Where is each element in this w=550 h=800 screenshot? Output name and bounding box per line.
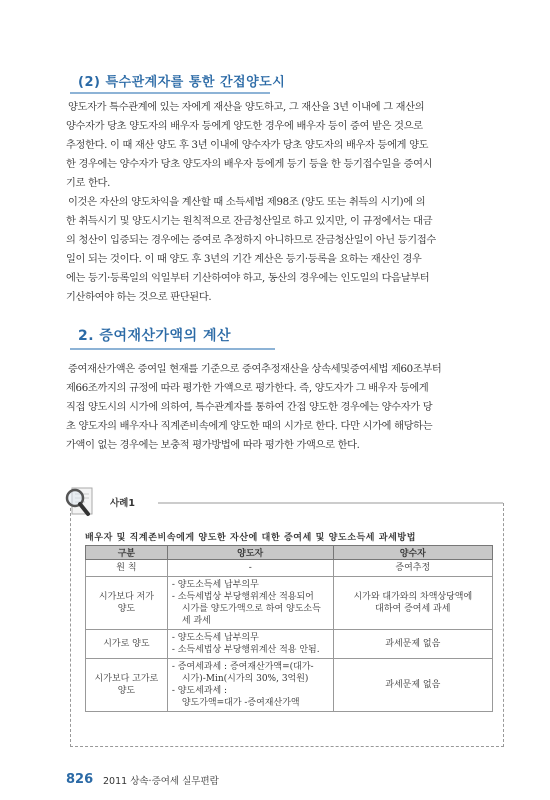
cell-text: - 증여세과세 : 증여재산가액=(대가- bbox=[171, 662, 314, 672]
table-header-row bbox=[86, 546, 493, 560]
magnifier-icon bbox=[60, 482, 104, 522]
cell-text: 시가보다 고가로 bbox=[94, 674, 159, 684]
paragraph-line: 추정한다. 이 때 재산 양도 후 3년 이내에 양수자가 당초 양도자의 배우자 등에게 양도 bbox=[66, 140, 429, 151]
cell-text: 양도 bbox=[117, 686, 136, 696]
header-category: 구분 bbox=[86, 546, 168, 560]
cell-buyer bbox=[333, 577, 492, 630]
cell-buyer bbox=[333, 630, 492, 659]
section-title: 2. 증여재산가액의 계산 bbox=[78, 328, 232, 344]
table-row bbox=[86, 630, 493, 659]
cell-category bbox=[86, 659, 168, 712]
example-label: 사례1 bbox=[110, 498, 135, 509]
cell-seller bbox=[167, 630, 333, 659]
cell-text: 증여추정 bbox=[395, 563, 431, 573]
table-row bbox=[86, 560, 493, 577]
page-number: 826 bbox=[66, 772, 94, 787]
paragraph-line: 증여재산가액은 증여일 현재를 기준으로 증여추정재산을 상속세및증여세법 제60조부터 bbox=[68, 364, 442, 375]
cell-category bbox=[86, 577, 168, 630]
cell-buyer bbox=[333, 659, 492, 712]
table-row bbox=[86, 659, 493, 712]
cell-text: - 양도소득세 납부의무 bbox=[171, 580, 259, 590]
paragraph-line: 에는 등기·등록일의 익일부터 기산하여야 하고, 동산의 경우에는 인도일의 다음날부터 bbox=[66, 273, 430, 284]
cell-text: - 양도소득세 납부의무 bbox=[171, 633, 259, 643]
cell-category bbox=[86, 560, 168, 577]
paragraph-line: 제66조까지의 규정에 따라 평가한 가액으로 평가한다. 즉, 양도자가 그 배우자 등에게 bbox=[66, 383, 429, 394]
cell-text: 시가보다 저가 bbox=[98, 592, 154, 602]
header-buyer: 양수자 bbox=[333, 546, 492, 560]
subsection-underline bbox=[70, 92, 270, 94]
example-header bbox=[60, 482, 505, 508]
paragraph-line: 한 경우에는 양수자가 당초 양도자의 배우자 등에게 등기 등을 한 등기접수일을 증여시 bbox=[66, 159, 433, 170]
paragraph-line: 초 양도자의 배우자나 직계존비속에게 양도한 때의 시가로 한다. 다만 시가에 해당하는 bbox=[66, 421, 433, 432]
cell-seller bbox=[167, 659, 333, 712]
cell-text: 과세문제 없음 bbox=[385, 680, 441, 690]
paragraph-line: 의 청산이 입증되는 경우에는 증여로 추정하지 아니하므로 잔금청산일이 아닌 등기접수 bbox=[66, 235, 436, 246]
paragraph-line: 기산하여야 하는 것으로 판단된다. bbox=[66, 292, 212, 303]
cell-text: - bbox=[248, 563, 252, 573]
cell-text: 원 칙 bbox=[116, 563, 137, 573]
book-title: 2011 상속·증여세 실무편람 bbox=[103, 776, 219, 787]
cell-text: 양도 bbox=[117, 604, 136, 614]
cell-text: - 소득세법상 부당행위계산 적용되어 bbox=[171, 592, 314, 602]
paragraph-2 bbox=[66, 193, 486, 307]
cell-text: 시가로 양도 bbox=[103, 639, 150, 649]
cell-buyer bbox=[333, 560, 492, 577]
paragraph-line: 양도자가 특수관계에 있는 자에게 재산을 양도하고, 그 재산을 3년 이내에 그 재산의 bbox=[68, 102, 425, 113]
section-underline bbox=[70, 348, 275, 350]
table-title: 배우자 및 직계존비속에게 양도한 자산에 대한 증여세 및 양도소득세 과세방법 bbox=[85, 533, 417, 543]
cell-text: 시가와 대가와의 차액상당액에 bbox=[353, 592, 473, 602]
cell-seller bbox=[167, 577, 333, 630]
paragraph-3 bbox=[66, 360, 486, 455]
paragraph-line: 직접 양도시의 시가에 의하여, 특수관계자를 통하여 간접 양도한 경우에는 양수자가 당 bbox=[66, 402, 433, 413]
paragraph-line: 이것은 자산의 양도차익을 계산할 때 소득세법 제98조 (양도 또는 취득의 시기)에 의 bbox=[68, 197, 426, 208]
cell-text: - 양도세과세 : bbox=[171, 686, 228, 696]
paragraph-1 bbox=[66, 98, 486, 193]
paragraph-line: 양수자가 당초 양도자의 배우자 등에게 양도한 경우에 배우자 등이 증여 받은 것으로 bbox=[66, 121, 423, 132]
paragraph-line: 일이 되는 것이다. 이 때 양도 후 3년의 기간 계산은 등기·등록을 요하는 재산인 경우 bbox=[66, 254, 422, 265]
cell-text: - 소득세법상 부당행위계산 적용 안됨. bbox=[171, 645, 320, 655]
cell-seller bbox=[167, 560, 333, 577]
paragraph-line: 한 취득시기 및 양도시기는 원칙적으로 잔금청산일로 하고 있지만, 이 규정에서는 대금 bbox=[66, 216, 433, 227]
cell-category bbox=[86, 630, 168, 659]
example-rule bbox=[158, 502, 503, 504]
cell-text: 과세문제 없음 bbox=[385, 639, 441, 649]
tax-method-table bbox=[85, 545, 493, 712]
header-seller: 양도자 bbox=[167, 546, 333, 560]
paragraph-line: 가액이 없는 경우에는 보충적 평가방법에 따라 평가한 가액으로 한다. bbox=[66, 440, 360, 451]
cell-text: 양도가액=대가 -증여재산가액 bbox=[181, 698, 300, 708]
subsection-title: (2) 특수관계자를 통한 간접양도시 bbox=[78, 75, 286, 90]
cell-text: 세 과세 bbox=[181, 616, 211, 626]
cell-text: 시가)-Min(시가의 30%, 3억원) bbox=[181, 674, 309, 684]
cell-text: 대하여 증여세 과세 bbox=[375, 604, 451, 614]
table-row bbox=[86, 577, 493, 630]
paragraph-line: 기로 한다. bbox=[66, 178, 111, 189]
cell-text: 시가를 양도가액으로 하여 양도소득 bbox=[181, 604, 321, 614]
